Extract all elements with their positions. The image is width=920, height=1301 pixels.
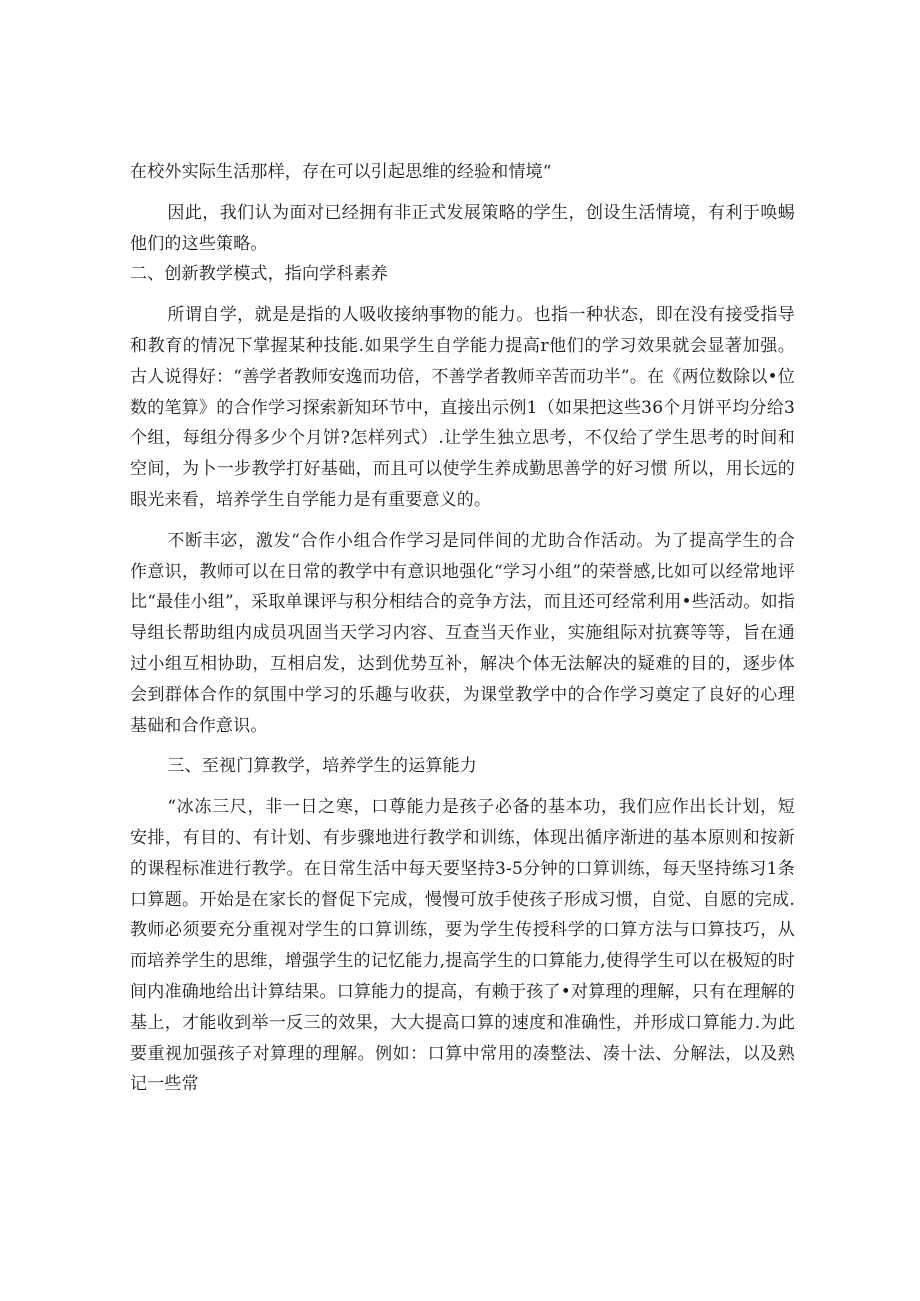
- paragraph-continuation: 在校外实际生活那样，存在可以引起思维的经验和情境“: [130, 162, 552, 182]
- section-heading-2: 二、创新教学模式，指向学科素养: [130, 264, 388, 285]
- document-body: [130, 157, 795, 1100]
- paragraph-mental-math: “冰冻三尺，非一日之寒，口尊能力是孩子必备的基本功，我们应作出长计划，短安排，有目的、有计划、有步骤地进行教学和训练，体现出循序渐进的基本原则和按新的课程标准进行教学。在日常生活中每天要坚持3-5分钟的口算训练，每天坚持练习1条口算题。开始是在家长的督促下完成，慢慢可放手使孩子形成习惯，自觉、自愿的完成.教师必须要充分重视对学生的口算训练，要为学生传授科学的口算方法与口算技巧，从而培养学生的思维，增强学生的记忆能力,提高学生的口算能力,使得学生可以在极短的时间内准确地给出计算结果。口算能力的提高，有赖于孩了•对算理的理解，只有在理解的基上，才能收到举一反三的效果，大大提高口算的速度和准确性，并形成口算能力.为此要重视加强孩子对算理的理解。例如：口算中常用的凑整法、凑十法、分解法，以及熟记一些常: [130, 797, 795, 1095]
- paragraph-conclusion: 因此，我们认为面对已经拥有非正式发展策略的学生，创设生活情境，有利于唤蜴他们的这些策略。: [130, 202, 795, 254]
- section-heading-3: 三、至视门算教学，培养学生的运算能力: [167, 756, 477, 777]
- paragraph-cooperation: 不断丰宓，激发“合作小组合作学习是同伴间的尤助合作活动。为了提高学生的合作意识，教师可以在日常的教学中有意识地强化“学习小组”的荣誉感,比如可以经常地评比“最佳小组”，采取单课评与积分相结合的竞争方法，而且还可经常利用•些活动。如指导组长帮助组内成员巩固当天学习内容、互查当天作业，实施组际对抗赛等等，旨在通过小组互相协助，互相启发，达到优势互补，解决个体无法解决的疑难的目的，逐步体会到群体合作的氛围中学习的乐趣与收获，为课堂教学中的合作学习奠定了良好的心理基础和合作意识。: [130, 530, 795, 736]
- paragraph-self-study: 所谓自学，就是是指的人吸收接纳事物的能力。也指一种状态，即在没有接受指导和教育的情况下掌握某种技能.如果学生自学能力提高r他们的学习效果就会显著加强。古人说得好：“善学者教师安逸而功倍，不善学者教师辛苦而功半”。在《两位数除以•位数的笔算》的合作学习探索新知环节中，直接出示例1（如果把这些36个月饼平均分给3个组，每组分得多少个月饼?怎样列式）.让学生独立思考，不仅给了学生思考的时间和空间，为卜一步教学打好基础，而且可以使学生养成勤思善学的好习惯 所以，用长远的眼光来看，培养学生自学能力是有重要意义的。: [130, 305, 795, 510]
